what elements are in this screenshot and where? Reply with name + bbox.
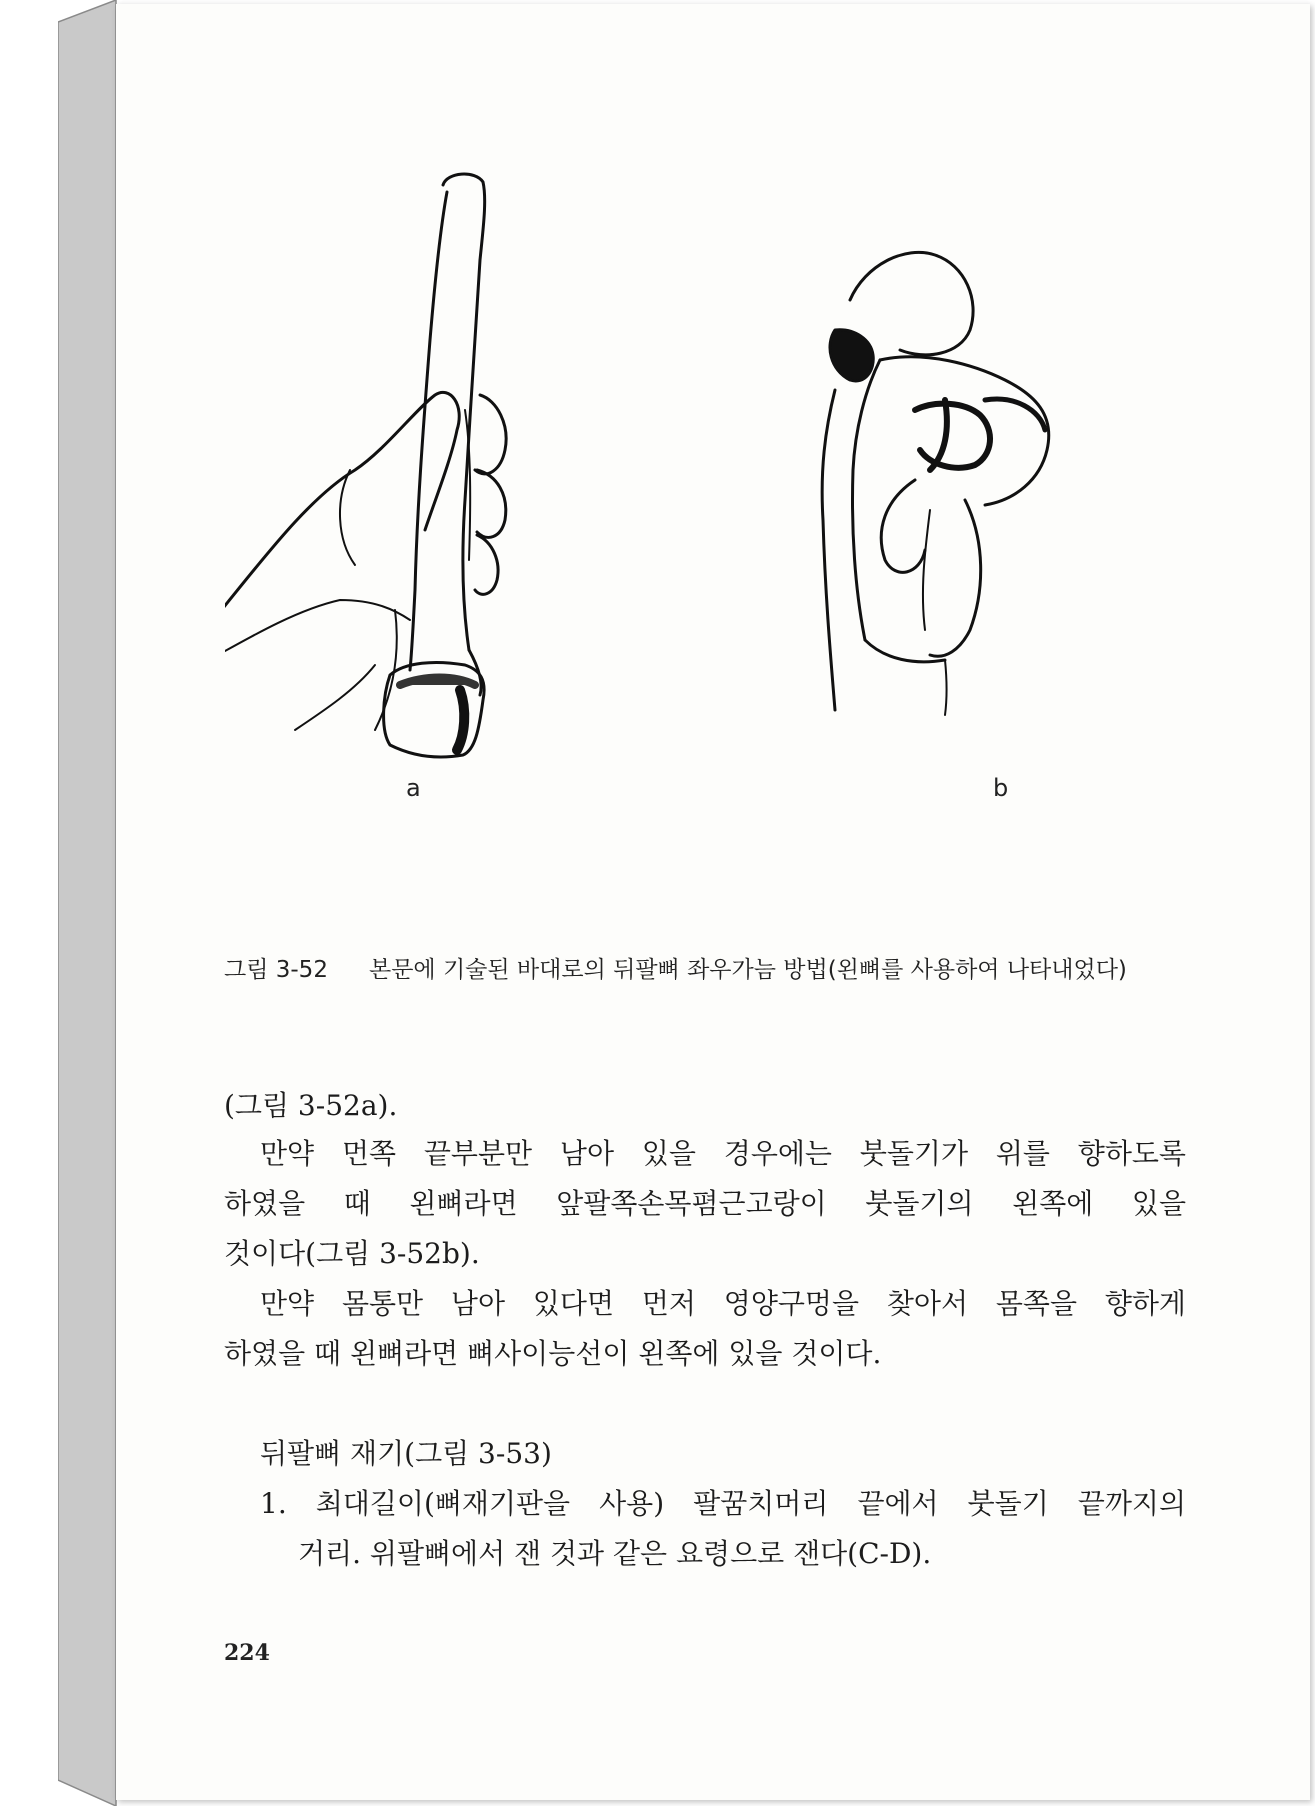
paragraph-line-6: 하였을 때 왼뼈라면 뼈사이능선이 왼쪽에 있을 것이다. xyxy=(224,1337,882,1370)
paragraph-line-1: (그림 3-52a). xyxy=(224,1089,398,1122)
book-spine xyxy=(58,0,118,1806)
figure-3-52 xyxy=(225,170,1205,930)
section-heading: 뒤팔뼈 재기(그림 3-53) xyxy=(260,1437,552,1470)
paragraph-line-2: 만약 먼쪽 끝부분만 남아 있을 경우에는 붓돌기가 위를 향하도록 xyxy=(260,1137,1186,1170)
measurement-item-1-continued: 거리. 위팔뼈에서 잰 것과 같은 요령으로 잰다(C-D). xyxy=(298,1537,932,1570)
caption-number: 그림 3-52 xyxy=(224,957,328,983)
caption-text: 본문에 기술된 바대로의 뒤팔뼈 좌우가늠 방법(왼뼈를 사용하여 나타내었다) xyxy=(369,957,1127,983)
figure-label-b: b xyxy=(993,774,1009,802)
figure-label-a: a xyxy=(406,774,421,802)
measurement-item-1: 1. 최대길이(뼈재기판을 사용) 팔꿈치머리 끝에서 붓돌기 끝까지의 xyxy=(260,1487,1186,1520)
illustration-a-hand-holding-ulna xyxy=(225,174,506,757)
illustration-b-hand-holding-distal-end xyxy=(822,252,1049,715)
bone-illustration xyxy=(225,170,1205,930)
paragraph-line-3: 하였을 때 왼뼈라면 앞팔쪽손목폄근고랑이 붓돌기의 왼쪽에 있을 xyxy=(224,1187,1186,1220)
paragraph-line-4: 것이다(그림 3-52b). xyxy=(224,1237,480,1270)
paragraph-line-5: 만약 몸통만 남아 있다면 먼저 영양구멍을 찾아서 몸쪽을 향하게 xyxy=(260,1287,1186,1320)
page-number: 224 xyxy=(224,1640,270,1666)
